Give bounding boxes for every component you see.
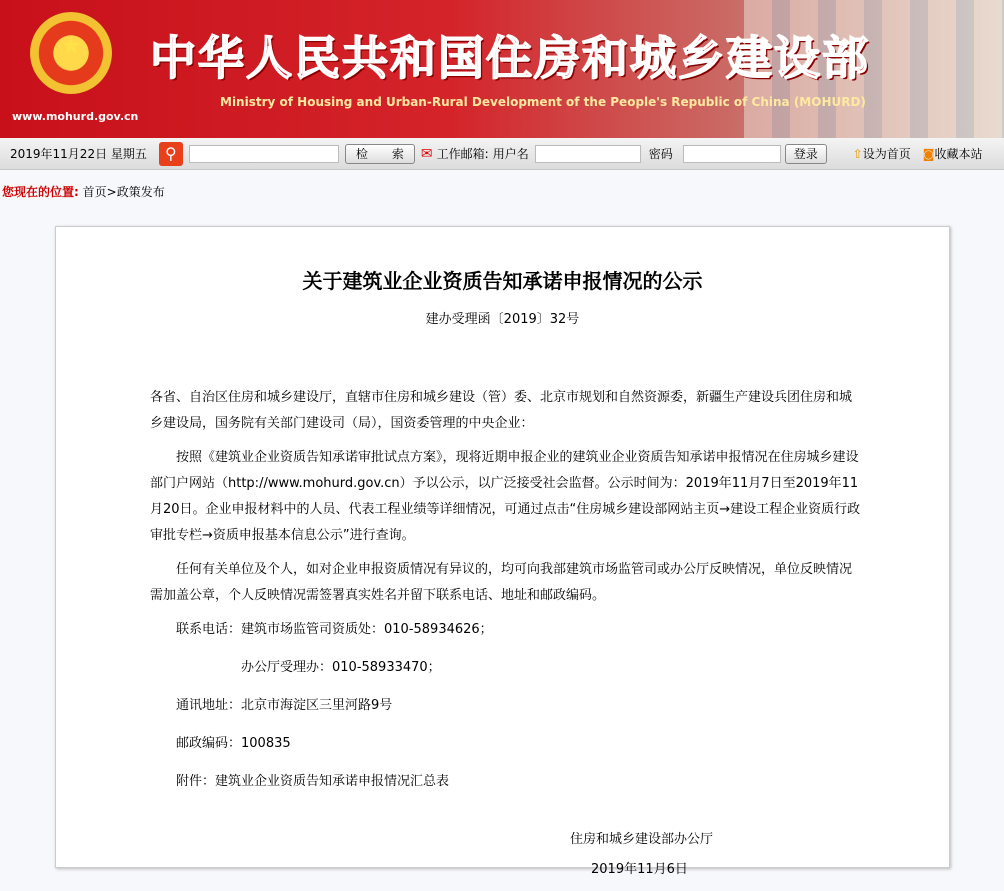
search-input[interactable] — [189, 145, 339, 163]
current-date: 2019年11月22日 星期五 — [10, 147, 147, 161]
breadcrumb-path[interactable]: 首页>政策发布 — [82, 185, 165, 199]
page-title: 关于建筑业企业资质告知承诺申报情况的公示 — [302, 269, 703, 293]
toolbar — [0, 138, 1004, 170]
username-label: 用户名 — [492, 147, 529, 161]
mail-label: 工作邮箱: — [436, 147, 489, 161]
rss-icon: ◙ — [922, 146, 935, 161]
bookmark-link[interactable]: 收藏本站 — [934, 147, 983, 161]
contact-phone-2: 办公厅受理办：010-58933470； — [241, 660, 441, 675]
national-emblem-icon: ★ — [30, 12, 112, 94]
attachment-link[interactable]: 建筑业企业资质告知承诺申报情况汇总表 — [215, 774, 450, 789]
document-panel — [55, 226, 950, 877]
password-input[interactable] — [683, 145, 781, 163]
attachment-line — [150, 769, 862, 795]
login-button[interactable]: 登录 — [785, 144, 827, 164]
contact-phone-1: 联系电话：建筑市场监管司资质处：010-58934626； — [176, 622, 493, 637]
document-number: 建办受理函〔2019〕32号 — [425, 312, 580, 327]
set-home-link[interactable]: 设为首页 — [862, 147, 911, 161]
paragraph-addressees: 各省、自治区住房和城乡建设厅，直辖市住房和城乡建设（管）委、北京市规划和自然资源委，新疆生产建设兵团住房和城乡建设局，国务院有关部门建设司（局），国资委管理的中央企业： — [150, 390, 853, 431]
site-title-cn: 中华人民共和国住房和城乡建设部 — [150, 31, 870, 85]
paragraph-main: 按照《建筑业企业资质告知承诺审批试点方案》，现将近期申报企业的建筑业企业资质告知承诺申报情况在住房城乡建设部门户网站（http://www.mohurd.gov.cn）予以公示，以广泛接受社会监督。公示时间为：2019年11月7日至2019年11月20日。企业申报材料中的人员、代表工程业绩等详细情况，可通过点击“住房城乡建设部网站主页→建设工程企业资质行政审批专栏→资质申报基本信息公示”进行查询。 — [150, 450, 861, 543]
contact-address: 通讯地址：北京市海淀区三里河路9号 — [176, 698, 393, 713]
issuer: 住房和城乡建设部办公厅 — [570, 832, 714, 847]
search-button[interactable]: 检 索 — [345, 144, 415, 164]
site-url: www.mohurd.gov.cn — [12, 110, 139, 123]
site-title-en: Ministry of Housing and Urban-Rural Development of the People's Republic of China (MOHURD) — [220, 95, 866, 109]
paragraph-objection: 任何有关单位及个人，如对企业申报资质情况有异议的，均可向我部建筑市场监管司或办公厅反映情况，单位反映情况需加盖公章，个人反映情况需签署真实姓名并留下联系电话、地址和邮政编码。 — [150, 562, 853, 603]
issue-date: 2019年11月6日 — [591, 862, 688, 877]
site-banner — [0, 0, 1004, 138]
home-icon: ⇧ — [852, 146, 863, 161]
breadcrumb-label: 您现在的位置: — [2, 185, 79, 199]
mail-icon: ✉ — [420, 145, 433, 162]
breadcrumb — [0, 170, 1004, 207]
password-label: 密码 — [648, 147, 673, 161]
attachment-label: 附件： — [176, 774, 216, 789]
search-icon[interactable]: ⚲ — [159, 142, 183, 166]
document-body — [150, 385, 862, 891]
contact-postcode: 邮政编码：100835 — [176, 736, 291, 751]
username-input[interactable] — [535, 145, 641, 163]
